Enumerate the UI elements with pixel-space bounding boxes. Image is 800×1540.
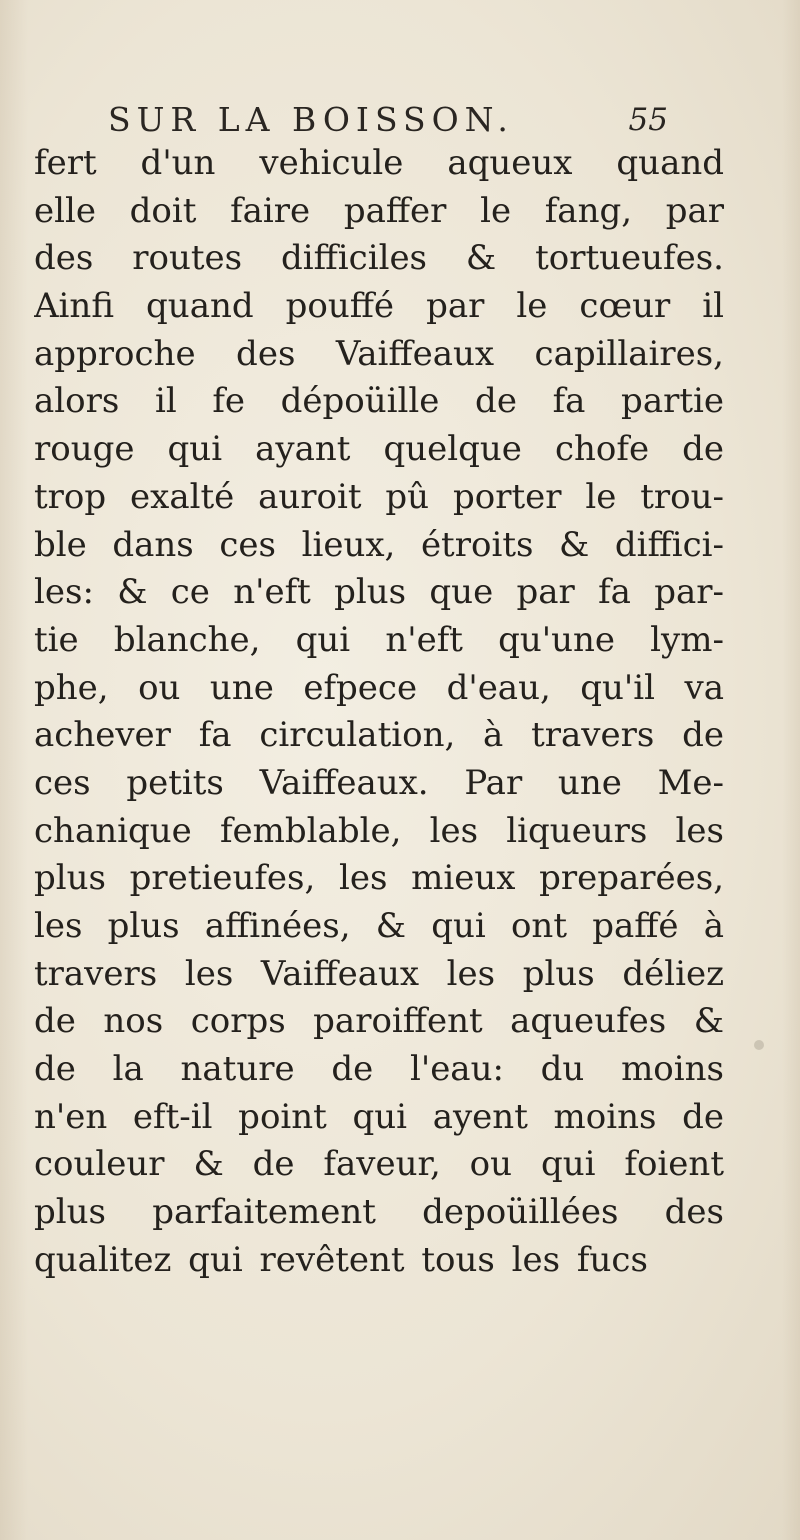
text-line: les: & ce n'eft plus que par fa par- xyxy=(34,572,724,613)
text-line: plus parfaitement depoüillées des xyxy=(34,1192,724,1233)
running-title: SUR LA BOISSON. xyxy=(108,100,514,139)
running-head xyxy=(108,96,668,144)
text-line: fert d'un vehicule aqueux quand xyxy=(34,143,724,183)
text-line: chanique femblable, les liqueurs les xyxy=(34,810,724,851)
page-number: 55 xyxy=(628,102,668,138)
text-line: de nos corps paroiffent aqueufes & xyxy=(34,1001,724,1042)
text-line: approche des Vaiffeaux capillaires, xyxy=(34,333,724,374)
text-line: trop exalté auroit pû porter le trou- xyxy=(34,476,724,517)
paper-smudge xyxy=(754,1040,764,1050)
text-line: phe, ou une efpece d'eau, qu'il va xyxy=(34,667,724,708)
text-line: elle doit faire paffer le fang, par xyxy=(34,190,724,231)
text-line: rouge qui ayant quelque chofe de xyxy=(34,429,724,470)
text-line: couleur & de faveur, ou qui foient xyxy=(34,1144,724,1185)
text-line: des routes difficiles & tortueufes. xyxy=(34,238,724,279)
body-text xyxy=(34,140,724,1285)
text-line: plus pretieufes, les mieux preparées, xyxy=(34,858,724,899)
text-line: les plus affinées, & qui ont paffé à xyxy=(34,906,724,946)
text-line: ble dans ces lieux, étroits & diffici- xyxy=(34,524,724,565)
text-line: achever fa circulation, à travers de xyxy=(34,715,724,756)
text-line: ces petits Vaiffeaux. Par une Me- xyxy=(34,762,724,803)
text-line: n'en eft-il point qui ayent moins de xyxy=(34,1096,724,1137)
text-line: travers les Vaiffeaux les plus déliez xyxy=(34,953,724,994)
text-line: tie blanche, qui n'eft qu'une lym- xyxy=(34,619,724,660)
text-line: alors il fe dépoüille de fa partie xyxy=(34,381,724,422)
text-line: Ainfi quand pouffé par le cœur il xyxy=(34,286,724,327)
text-line: de la nature de l'eau: du moins xyxy=(34,1049,724,1090)
text-line: qualitez qui revêtent tous les fucs xyxy=(34,1239,648,1280)
